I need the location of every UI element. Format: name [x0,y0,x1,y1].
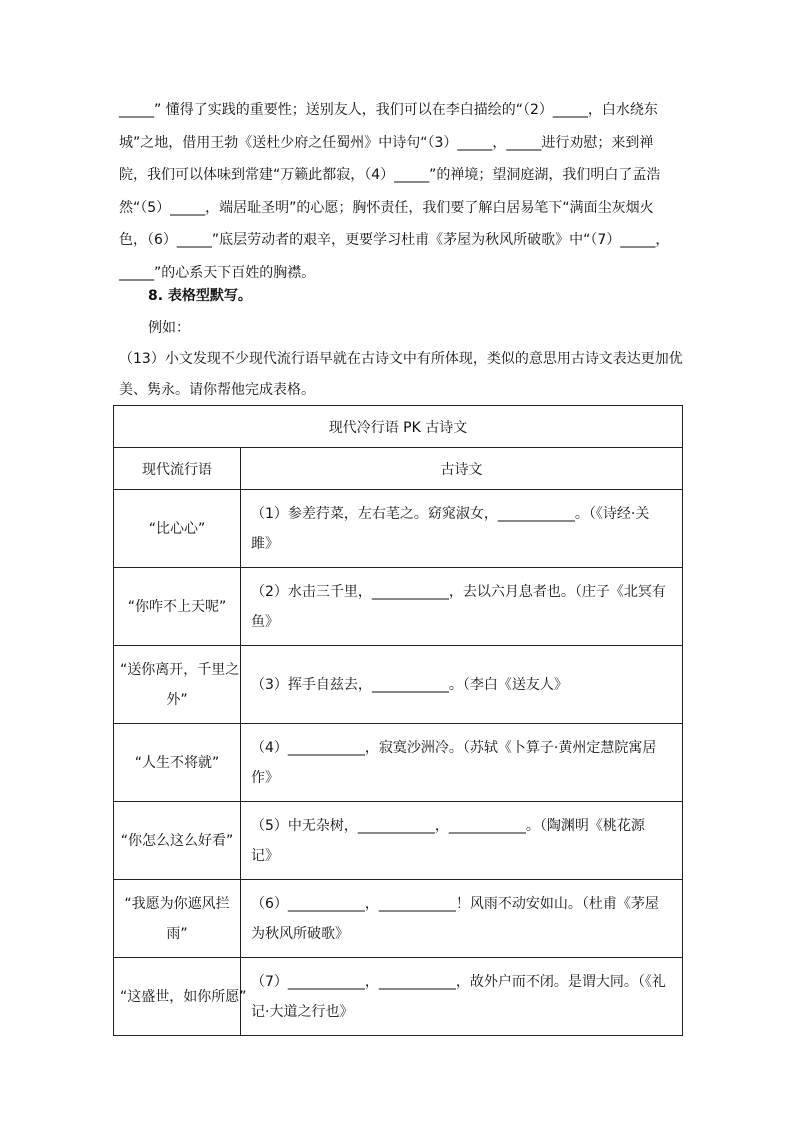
modern-phrase-cell: “我愿为你遮风拦 雨” [114,880,241,958]
column-header-classical: 古诗文 [241,448,683,490]
classical-text-cell[interactable]: （6）___________，___________！风雨不动安如山。（杜甫《茅屋 为秋风所破歌》 [241,880,683,958]
paragraph-line: 城”之地，借用王勃《送杜少府之任蜀州》中诗句“（3）_____，_____进行劝慰；来到禅 [119,134,654,151]
classical-text-cell[interactable]: （1）参差荇菜，左右芼之。窈窕淑女，___________。（《诗经·关 雎》 [241,490,683,568]
paragraph-line: _____”的心系天下百姓的胸襟。 [119,264,316,281]
section-heading: 8. 表格型默写。 [148,288,252,304]
table-row [114,646,683,724]
paragraph-line: 院，我们可以体味到常建“万籁此都寂，（4）_____”的禅境；望洞庭湖，我们明白了孟浩 [119,167,661,183]
table-row [114,724,683,802]
classical-text-cell[interactable]: （5）中无杂树，___________，___________。（陶渊明《桃花源 记》 [241,802,683,880]
classical-text-cell[interactable]: （4）___________，寂寞沙洲冷。（苏轼《卜算子·黄州定慧院寓居 作》 [241,724,683,802]
poetry-recitation-paragraph [119,94,681,289]
question-intro [119,344,689,406]
modern-phrase-cell: “这盛世，如你所愿” [114,958,241,1036]
table-row [114,880,683,958]
table-row [114,802,683,880]
modern-phrase-cell: “比心心” [114,490,241,568]
modern-phrase-cell: “你咋不上天呢” [114,568,241,646]
table-title: 现代冷行语 PK 古诗文 [114,406,683,448]
table-row [114,958,683,1036]
modern-phrase-cell: “送你离开，千里之 外” [114,646,241,724]
paragraph-line: _____” 懂得了实践的重要性；送别友人，我们可以在李白描绘的“（2）_____，白水绕东 [119,102,658,118]
table-row [114,490,683,568]
classical-text-cell[interactable]: （3）挥手自兹去，___________。（李白《送友人》 [241,646,683,724]
classical-text-cell[interactable]: （2）水击三千里，___________，去以六月息者也。（庄子《北冥有 鱼》 [241,568,683,646]
recitation-table [113,405,683,1036]
intro-line: （13）小文发现不少现代流行语早就在古诗文中有所体现，类似的意思用古诗文表达更加优 [119,351,683,367]
classical-text-cell[interactable]: （7）___________，___________，故外户而不闭。是谓大同。（《礼 记·大道之行也》 [241,958,683,1036]
example-label: 例如： [148,320,190,336]
paragraph-line: 然“（5）_____，端居耻圣明”的心愿；胸怀责任，我们要了解白居易笔下“满面尘灰烟火 [119,199,654,216]
modern-phrase-cell: “人生不将就” [114,724,241,802]
paragraph-line: 色，（6）_____”底层劳动者的艰辛，更要学习杜甫《茅屋为秋风所破歌》中“（7）_____， [119,232,670,248]
intro-line: 美、隽永。请你帮他完成表格。 [119,382,315,398]
table-row [114,568,683,646]
column-header-modern: 现代流行语 [114,448,241,490]
modern-phrase-cell: “你怎么这么好看” [114,802,241,880]
